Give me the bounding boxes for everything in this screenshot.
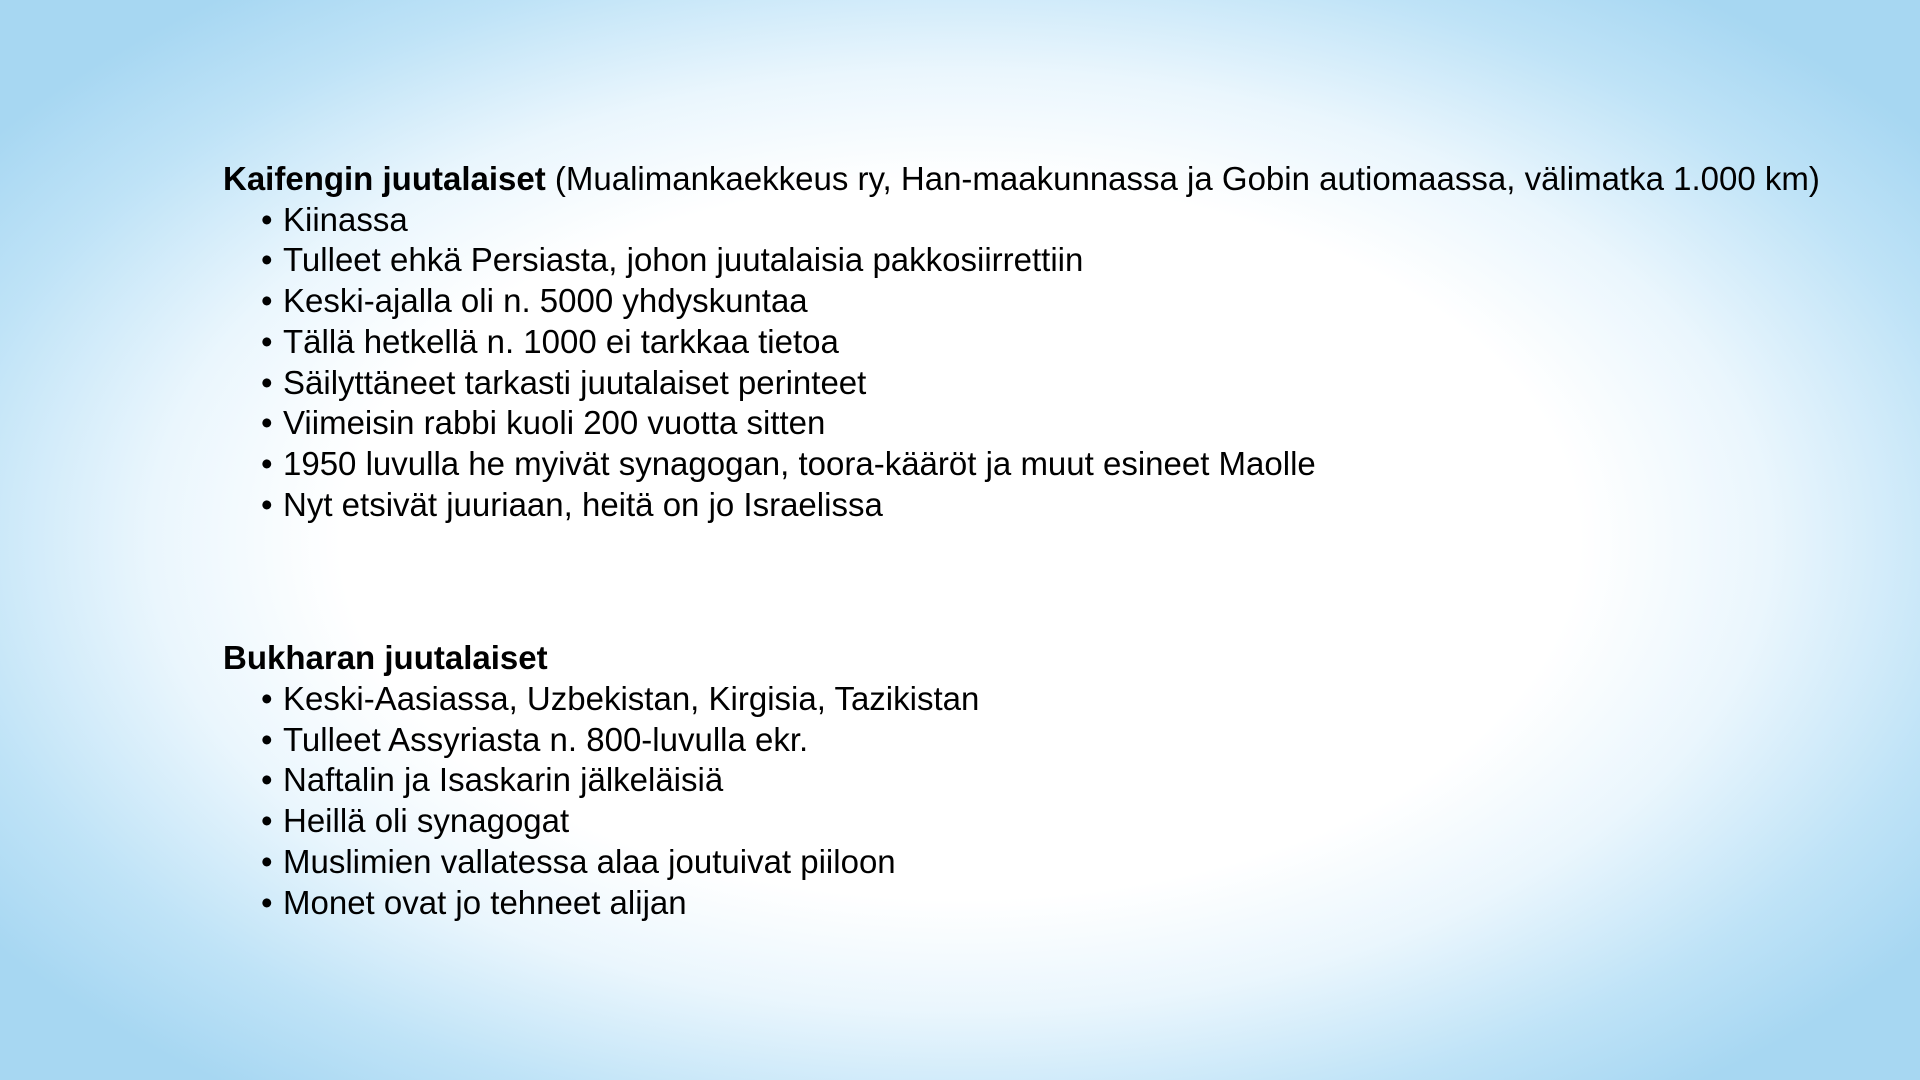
section-title: Bukharan juutalaiset	[223, 639, 548, 677]
list-item	[261, 444, 1823, 485]
list-item	[261, 720, 1823, 761]
list-item-text: Keski-ajalla oli n. 5000 yhdyskuntaa	[283, 282, 808, 320]
bullet-list	[223, 679, 1823, 923]
section-heading-line	[223, 638, 1823, 679]
section-kaifeng	[223, 159, 1823, 525]
list-item-text: Keski-Aasiassa, Uzbekistan, Kirgisia, Tazikistan	[283, 680, 980, 718]
bullet-icon: •	[261, 241, 273, 279]
list-item	[261, 363, 1823, 404]
bullet-icon: •	[261, 282, 273, 320]
list-item	[261, 322, 1823, 363]
section-heading-line	[223, 159, 1823, 200]
list-item-text: Tulleet Assyriasta n. 800-luvulla ekr.	[283, 720, 809, 758]
bullet-icon: •	[261, 883, 273, 921]
bullet-icon: •	[261, 363, 273, 401]
list-item	[261, 760, 1823, 801]
list-item-text: Monet ovat jo tehneet alijan	[283, 883, 687, 921]
list-item-text: Säilyttäneet tarkasti juutalaiset perinteet	[283, 363, 867, 401]
list-item-text: Naftalin ja Isaskarin jälkeläisiä	[283, 761, 724, 799]
section-bukhara	[223, 638, 1823, 923]
list-item-text: Muslimien vallatessa alaa joutuivat piiloon	[283, 842, 896, 880]
list-item	[261, 403, 1823, 444]
list-item	[261, 801, 1823, 842]
list-item	[261, 485, 1823, 526]
bullet-icon: •	[261, 200, 273, 238]
bullet-icon: •	[261, 680, 273, 718]
bullet-icon: •	[261, 485, 273, 523]
list-item-text: 1950 luvulla he myivät synagogan, toora-kääröt ja muut esineet Maolle	[283, 444, 1316, 482]
list-item-text: Nyt etsivät juuriaan, heitä on jo Israelissa	[283, 485, 883, 523]
bullet-icon: •	[261, 761, 273, 799]
bullet-icon: •	[261, 720, 273, 758]
section-subtitle: (Mualimankaekkeus ry, Han-maakunnassa ja Gobin autiomaassa, välimatka 1.000 km)	[545, 160, 1820, 197]
bullet-icon: •	[261, 842, 273, 880]
list-item	[261, 883, 1823, 924]
bullet-list	[223, 200, 1823, 526]
list-item	[261, 200, 1823, 241]
slide-content	[223, 159, 1823, 923]
section-spacer	[223, 525, 1823, 638]
bullet-icon: •	[261, 444, 273, 482]
list-item-text: Tällä hetkellä n. 1000 ei tarkkaa tietoa	[283, 322, 839, 360]
bullet-icon: •	[261, 404, 273, 442]
list-item-text: Tulleet ehkä Persiasta, johon juutalaisia pakkosiirrettiin	[283, 241, 1084, 279]
list-item-text: Heillä oli synagogat	[283, 802, 570, 840]
list-item	[261, 679, 1823, 720]
list-item-text: Viimeisin rabbi kuoli 200 vuotta sitten	[283, 404, 826, 442]
bullet-icon: •	[261, 802, 273, 840]
bullet-icon: •	[261, 322, 273, 360]
list-item-text: Kiinassa	[283, 200, 408, 238]
list-item	[261, 842, 1823, 883]
list-item	[261, 281, 1823, 322]
list-item	[261, 240, 1823, 281]
section-title: Kaifengin juutalaiset	[223, 160, 546, 197]
